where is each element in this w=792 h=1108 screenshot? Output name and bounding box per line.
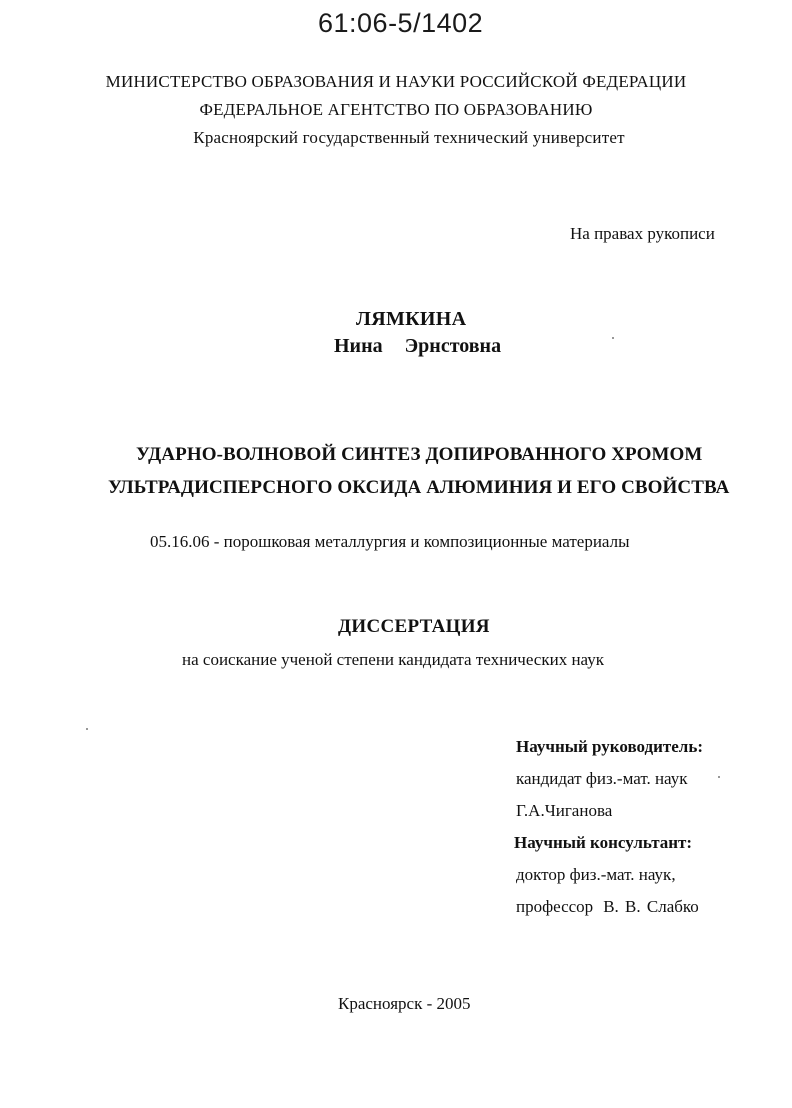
manuscript-note: На правах рукописи xyxy=(570,224,715,243)
scan-speck xyxy=(612,337,614,339)
consultant-name: В. В. Слабко xyxy=(603,897,699,916)
specialty-code: 05.16.06 - порошковая металлургия и композиционные материалы xyxy=(150,532,630,551)
supervisor-name: Г.А.Чиганова xyxy=(516,801,613,820)
supervisor-degree: кандидат физ.-мат. наук xyxy=(516,769,688,788)
consultant-title-and-name xyxy=(516,897,699,917)
scan-speck xyxy=(718,776,720,778)
consultant-title: профессор xyxy=(516,897,594,916)
degree-description: на соискание ученой степени кандидата технических наук xyxy=(182,650,605,669)
consultant-degree: доктор физ.-мат. наук, xyxy=(516,865,676,884)
archive-code: 61:06-5/1402 xyxy=(318,8,484,38)
city-and-year: Красноярск - 2005 xyxy=(338,994,471,1013)
consultant-label: Научный консультант: xyxy=(514,833,693,852)
agency-name: ФЕДЕРАЛЬНОЕ АГЕНТСТВО ПО ОБРАЗОВАНИЮ xyxy=(199,100,593,119)
ministry-name: МИНИСТЕРСТВО ОБРАЗОВАНИЯ И НАУКИ РОССИЙСКОЙ ФЕДЕРАЦИИ xyxy=(105,72,687,91)
dissertation-title-line-1: УДАРНО-ВОЛНОВОЙ СИНТЕЗ ДОПИРОВАННОГО ХРОМОМ xyxy=(136,444,703,465)
supervisor-label: Научный руководитель: xyxy=(516,737,703,756)
author-surname: ЛЯМКИНА xyxy=(356,308,467,330)
author-given-names: Нина Эрнстовна xyxy=(334,335,502,357)
document-type: ДИССЕРТАЦИЯ xyxy=(338,616,490,637)
scan-speck xyxy=(86,728,88,730)
university-name: Красноярский государственный технический университет xyxy=(193,128,625,147)
dissertation-title-line-2: УЛЬТРАДИСПЕРСНОГО ОКСИДА АЛЮМИНИЯ И ЕГО СВОЙСТВА xyxy=(108,477,730,498)
